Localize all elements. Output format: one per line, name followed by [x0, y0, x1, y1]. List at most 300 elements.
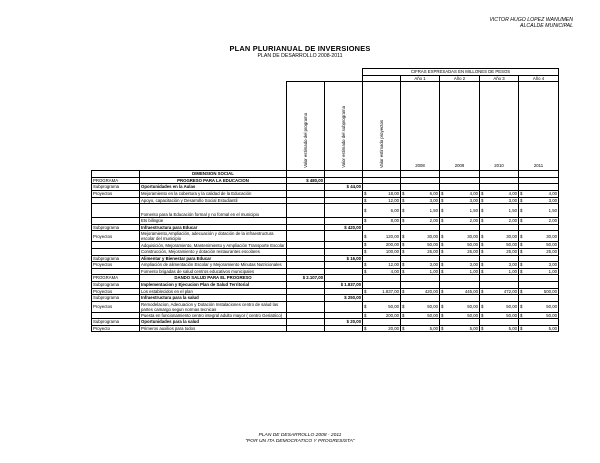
amount: 4,00: [390, 268, 399, 274]
year-value-1: [401, 248, 440, 255]
amount: 1,50: [429, 207, 438, 213]
amount: 5,00: [469, 325, 478, 331]
year-value-3: [480, 190, 519, 197]
table-row: [92, 197, 559, 204]
year-value-2: [440, 190, 480, 197]
row-description: Fomento para la Educación formal y no formal en el municipio: [140, 204, 287, 218]
table-row: [92, 184, 559, 191]
year-value-4: [519, 255, 559, 262]
currency-symbol: $: [520, 233, 523, 239]
subprograma-value: [325, 190, 363, 197]
table-row: [92, 312, 559, 319]
programa-value: [287, 288, 325, 295]
row-description: Los establecidos en el plan: [140, 288, 287, 295]
year-value-2: [440, 295, 480, 302]
year-value-3: [480, 281, 519, 288]
amount: 420,00: [424, 288, 438, 294]
amount: 5,00: [548, 325, 557, 331]
amount: 50,00: [427, 312, 438, 318]
year-2011: 2011: [533, 162, 544, 168]
currency-symbol: $: [364, 207, 367, 213]
row-type: Proyectos: [92, 262, 140, 269]
year-value-2: [440, 197, 480, 204]
year-value-4: [519, 319, 559, 326]
amount: 5,00: [508, 325, 517, 331]
currency-symbol: $: [520, 303, 523, 309]
dimension-label: DIMENSION SOCIAL: [140, 171, 287, 178]
row-description: PROGRESO PARA LA EDUCACION: [140, 177, 287, 184]
footer-line1: PLAN DE DESARROLLO 2008 - 2011: [258, 433, 342, 438]
row-type: Proyectos: [92, 190, 140, 197]
col-programa-header: Valor estimado del programa: [303, 112, 308, 168]
subprograma-value: [325, 288, 363, 295]
year-value-3: [480, 295, 519, 302]
row-type: [92, 268, 140, 275]
subprograma-value: $ 44,00: [325, 184, 363, 191]
currency-symbol: $: [402, 242, 405, 248]
subprograma-value: [325, 231, 363, 242]
year-value-3: [480, 204, 519, 218]
year-2008: 2008: [415, 162, 425, 168]
subprograma-value: $ 250,00: [325, 295, 363, 302]
document-title: PLAN PLURIANUAL DE INVERSIONES: [229, 44, 371, 53]
year-value-1: [401, 255, 440, 262]
amount: 5,00: [429, 325, 438, 331]
year-value-4: [519, 312, 559, 319]
currency-symbol: $: [402, 288, 405, 294]
row-type: Subprograma: [92, 281, 140, 288]
year-value-3: [480, 231, 519, 242]
currency-symbol: $: [481, 191, 484, 197]
row-type: [92, 242, 140, 249]
amount: 2,00: [429, 218, 438, 224]
header-cifras-row: [92, 69, 559, 76]
year-value-4: [519, 184, 559, 191]
amount: 50,00: [388, 303, 399, 309]
row-type: [92, 204, 140, 218]
amount: 8,00: [390, 218, 399, 224]
year-value-4: [519, 275, 559, 282]
year-value-1: [401, 197, 440, 204]
currency-symbol: $: [402, 262, 405, 268]
year-value-1: [401, 224, 440, 231]
year-value-2: [440, 288, 480, 295]
row-type: Proyectos: [92, 231, 140, 242]
table-row: [92, 301, 559, 312]
amount: 2,00: [469, 218, 478, 224]
amount: 20,00: [388, 325, 399, 331]
year-value-2: [440, 248, 480, 255]
proyecto-value: [363, 184, 401, 191]
currency-symbol: $: [441, 218, 444, 224]
amount: 18,00: [388, 191, 399, 197]
currency-symbol: $: [364, 233, 367, 239]
amount: 6,00: [390, 207, 399, 213]
programa-value: [287, 218, 325, 225]
year-value-1: [401, 312, 440, 319]
proyecto-value: [363, 281, 401, 288]
row-description: Oportunidades en la Aulas: [140, 184, 287, 191]
col-proyectos-header: Valor estimado proyectos: [379, 119, 384, 168]
currency-symbol: $: [481, 312, 484, 318]
document-subtitle: PLAN DE DESARROLLO 2008-2011: [257, 53, 343, 59]
currency-symbol: $: [520, 218, 523, 224]
currency-symbol: $: [481, 288, 484, 294]
signature-block: [489, 17, 573, 29]
year-value-3: [480, 268, 519, 275]
amount: 2,00: [508, 218, 517, 224]
currency-symbol: $: [481, 303, 484, 309]
year-value-4: [519, 268, 559, 275]
year-value-2: [440, 281, 480, 288]
proyecto-value: [363, 262, 401, 269]
amount: 25,00: [546, 249, 557, 255]
year-value-2: [440, 301, 480, 312]
row-description: Mejoramiento en la cobertura y la calidad de la Educación: [140, 190, 287, 197]
currency-symbol: $: [441, 325, 444, 331]
row-description: Remodelacion, Adecuacion y Dotación Instalaciones centro de salud las partes camargo segun normas tecnicas: [140, 301, 287, 312]
year-value-3: [480, 248, 519, 255]
currency-symbol: $: [441, 268, 444, 274]
currency-symbol: $: [481, 262, 484, 268]
year-value-2: [440, 224, 480, 231]
currency-symbol: $: [481, 197, 484, 203]
year-value-3: [480, 242, 519, 249]
subprograma-value: $ 420,00: [325, 224, 363, 231]
amount: 200,00: [385, 242, 399, 248]
currency-symbol: $: [441, 262, 444, 268]
amount: 50,00: [427, 242, 438, 248]
amount: 50,00: [546, 312, 557, 318]
row-type: Subprograma: [92, 319, 140, 326]
currency-symbol: $: [520, 191, 523, 197]
year-value-2: [440, 204, 480, 218]
amount: 3,00: [469, 262, 478, 268]
currency-symbol: $: [441, 303, 444, 309]
row-description: Implementacion y Ejecucion Plan de Salud Territorial: [140, 281, 287, 288]
amount: 1,00: [548, 268, 557, 274]
year-value-1: [401, 268, 440, 275]
amount: 500,00: [543, 288, 557, 294]
year-value-3: [480, 325, 519, 332]
row-type: Proyecto: [92, 325, 140, 332]
programa-value: $ 480,00: [287, 177, 325, 184]
proyecto-value: [363, 255, 401, 262]
currency-symbol: $: [481, 249, 484, 255]
currency-symbol: $: [402, 303, 405, 309]
currency-symbol: $: [441, 249, 444, 255]
row-description: Adquisición, Mejoramiento, Mantenimiento y Ampliación Transporte Escolar: [141, 242, 285, 248]
footer: [0, 433, 600, 445]
currency-symbol: $: [364, 268, 367, 274]
subprograma-value: $ 16,00: [325, 255, 363, 262]
year-value-4: [519, 190, 559, 197]
year-value-3: [480, 255, 519, 262]
currency-symbol: $: [364, 262, 367, 268]
currency-symbol: $: [402, 268, 405, 274]
programa-value: [287, 325, 325, 332]
year-value-3: [480, 312, 519, 319]
year-value-1: [401, 281, 440, 288]
year-2010: 2010: [494, 162, 504, 168]
currency-symbol: $: [402, 218, 405, 224]
proyecto-value: [363, 190, 401, 197]
currency-symbol: $: [402, 233, 405, 239]
year-value-2: [440, 255, 480, 262]
currency-symbol: $: [364, 197, 367, 203]
row-description: Infraestructura para la salud: [140, 295, 287, 302]
currency-symbol: $: [364, 312, 367, 318]
amount: 3,00: [508, 197, 517, 203]
currency-symbol: $: [520, 325, 523, 331]
amount: 100,00: [385, 249, 399, 255]
currency-symbol: $: [520, 262, 523, 268]
year-value-1: [401, 319, 440, 326]
year-value-2: [440, 325, 480, 332]
amount: 12,00: [388, 197, 399, 203]
table-row: [92, 325, 559, 332]
table-row: [92, 218, 559, 225]
year-value-4: [519, 197, 559, 204]
subprograma-value: [325, 218, 363, 225]
header-vertical-row: [92, 82, 559, 171]
proyecto-value: [363, 312, 401, 319]
currency-symbol: $: [364, 303, 367, 309]
amount: 3,00: [469, 197, 478, 203]
programa-value: [287, 262, 325, 269]
amount: 50,00: [546, 303, 557, 309]
currency-symbol: $: [402, 312, 405, 318]
currency-symbol: $: [520, 249, 523, 255]
currency-symbol: $: [520, 268, 523, 274]
subprograma-value: [325, 177, 363, 184]
row-description: Alimentar y Bienestar para Educar: [140, 255, 287, 262]
year-value-1: [401, 242, 440, 249]
amount: 6,00: [429, 191, 438, 197]
currency-symbol: $: [441, 207, 444, 213]
year-label-3: Año 3: [480, 75, 519, 82]
proyecto-value: [363, 204, 401, 218]
year-value-3: [480, 262, 519, 269]
currency-symbol: $: [520, 312, 523, 318]
row-type: [92, 218, 140, 225]
year-value-4: [519, 218, 559, 225]
currency-symbol: $: [520, 288, 523, 294]
proyecto-value: [363, 288, 401, 295]
currency-symbol: $: [402, 249, 405, 255]
year-value-2: [440, 242, 480, 249]
table-row: [92, 255, 559, 262]
year-value-4: [519, 248, 559, 255]
amount: 4,00: [469, 191, 478, 197]
row-type: [92, 248, 140, 255]
amount: 3,00: [429, 262, 438, 268]
amount: 3,00: [429, 197, 438, 203]
programa-value: [287, 184, 325, 191]
table-row: [92, 262, 559, 269]
proyecto-value: [363, 218, 401, 225]
year-label-2: Año 2: [440, 75, 480, 82]
currency-symbol: $: [441, 312, 444, 318]
subprograma-value: [325, 248, 363, 255]
row-type: [92, 197, 140, 204]
currency-symbol: $: [364, 288, 367, 294]
proyecto-value: [363, 268, 401, 275]
table-row: [92, 190, 559, 197]
row-description: Construcción, Mejoramiento y dotación restaurantes escolares: [140, 248, 287, 255]
year-value-4: [519, 224, 559, 231]
row-type: Subprograma: [92, 255, 140, 262]
amount: 3,00: [548, 262, 557, 268]
row-description: Oportunidades para la salud: [140, 319, 287, 326]
amount: 3,00: [548, 197, 557, 203]
programa-value: [287, 197, 325, 204]
year-value-1: [401, 184, 440, 191]
table-row: [92, 224, 559, 231]
subprograma-value: $ 1.837,00: [325, 281, 363, 288]
year-value-1: [401, 288, 440, 295]
row-type: PROGRAMA: [92, 275, 140, 282]
row-description: Primeros auxilios para todos: [140, 325, 287, 332]
year-value-1: [401, 325, 440, 332]
currency-symbol: $: [402, 207, 405, 213]
currency-symbol: $: [481, 325, 484, 331]
proyecto-value: [363, 325, 401, 332]
currency-symbol: $: [481, 242, 484, 248]
year-value-3: [480, 319, 519, 326]
row-type: Proyectos: [92, 301, 140, 312]
proyecto-value: [363, 224, 401, 231]
amount: 200,00: [385, 312, 399, 318]
table-row: [92, 295, 559, 302]
year-label-1: Año 1: [401, 75, 440, 82]
subprograma-value: [325, 268, 363, 275]
dimension-row: [92, 171, 559, 178]
year-value-2: [440, 218, 480, 225]
year-value-1: [401, 190, 440, 197]
year-value-2: [440, 312, 480, 319]
year-value-2: [440, 319, 480, 326]
table-row: [92, 319, 559, 326]
row-type: Subprograma: [92, 224, 140, 231]
proyecto-value: [363, 242, 401, 249]
amount: 50,00: [427, 303, 438, 309]
table-row: [92, 248, 559, 255]
table-row: [92, 242, 559, 249]
row-description: Ets bilingüe: [140, 218, 287, 225]
year-value-3: [480, 224, 519, 231]
programa-value: [287, 281, 325, 288]
year-value-1: [401, 262, 440, 269]
row-type: PROGRAMA: [92, 177, 140, 184]
currency-symbol: $: [364, 218, 367, 224]
currency-symbol: $: [520, 242, 523, 248]
year-value-1: [401, 295, 440, 302]
year-value-3: [480, 197, 519, 204]
year-2009: 2009: [454, 162, 465, 168]
year-value-2: [440, 231, 480, 242]
row-description: DANDO SALUD PARA EL PROGRESO: [140, 275, 287, 282]
year-value-3: [480, 218, 519, 225]
row-type: Subprograma: [92, 295, 140, 302]
amount: 25,00: [467, 249, 478, 255]
amount: 1,00: [508, 268, 517, 274]
investment-plan-table: [91, 68, 559, 332]
year-value-4: [519, 262, 559, 269]
currency-symbol: $: [364, 191, 367, 197]
amount: 50,00: [546, 242, 557, 248]
table-row: [92, 177, 559, 184]
year-value-4: [519, 177, 559, 184]
currency-symbol: $: [402, 197, 405, 203]
year-value-1: [401, 301, 440, 312]
amount: 1,00: [429, 268, 438, 274]
currency-symbol: $: [441, 197, 444, 203]
amount: 445,00: [464, 288, 478, 294]
year-value-2: [440, 262, 480, 269]
amount: 30,00: [546, 233, 557, 239]
cifras-label: CIFRAS EXPRESADAS EN MILLONES DE PESOS: [363, 69, 559, 76]
table-row: [92, 231, 559, 242]
amount: 120,00: [385, 233, 399, 239]
programa-value: [287, 224, 325, 231]
currency-symbol: $: [441, 191, 444, 197]
amount: 50,00: [467, 242, 478, 248]
table-row: [92, 288, 559, 295]
amount: 30,00: [467, 233, 478, 239]
amount: 1,50: [508, 207, 517, 213]
amount: 50,00: [506, 242, 517, 248]
year-value-2: [440, 268, 480, 275]
subprograma-value: [325, 197, 363, 204]
programa-value: [287, 301, 325, 312]
subprograma-value: [325, 301, 363, 312]
year-value-3: [480, 301, 519, 312]
row-description: Mejoramiento,Ampliación, adecuación y dotación de la infraestructura escolar del municipio: [140, 231, 287, 242]
signature-role: ALCALDE MUNICIPAL: [520, 23, 573, 30]
programa-value: [287, 190, 325, 197]
currency-symbol: $: [364, 325, 367, 331]
amount: 12,00: [388, 262, 399, 268]
year-value-1: [401, 275, 440, 282]
year-value-3: [480, 288, 519, 295]
proyecto-value: [363, 301, 401, 312]
year-value-3: [480, 184, 519, 191]
currency-symbol: $: [481, 268, 484, 274]
amount: 50,00: [467, 312, 478, 318]
currency-symbol: $: [441, 233, 444, 239]
amount: 30,00: [427, 233, 438, 239]
year-value-4: [519, 325, 559, 332]
footer-line2: "POR UN ITA DEMOCRATICO Y PROGRESISTA": [245, 439, 355, 444]
amount: 30,00: [506, 233, 517, 239]
year-value-1: [401, 204, 440, 218]
subprograma-value: [325, 242, 363, 249]
year-value-4: [519, 231, 559, 242]
programa-value: [287, 319, 325, 326]
amount: 472,00: [503, 288, 517, 294]
year-value-3: [480, 275, 519, 282]
programa-value: [287, 242, 325, 249]
row-description: Infraestructura para Educar: [140, 224, 287, 231]
row-type: Proyectos: [92, 288, 140, 295]
amount: 1,50: [548, 207, 557, 213]
year-value-4: [519, 204, 559, 218]
currency-symbol: $: [441, 242, 444, 248]
signature-name: VICTOR HUGO LOPEZ WANUMEN: [489, 17, 573, 23]
year-value-4: [519, 301, 559, 312]
row-description: Apoyo, capacitación y Desarrollo Social Estudiantil: [140, 197, 287, 204]
